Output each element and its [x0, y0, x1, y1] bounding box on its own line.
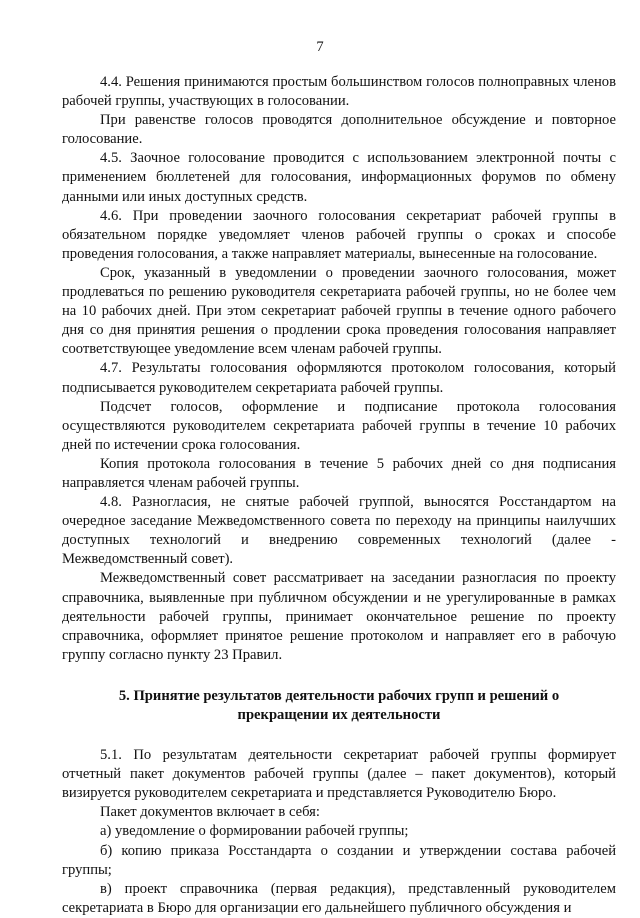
list-item-a: а) уведомление о формировании рабочей группы;: [100, 823, 409, 840]
paragraph-4-4: 4.4. Решения принимаются простым большинством голосов полноправных членов рабочей группы, участвующих в голосовании.: [62, 74, 616, 110]
paragraph-4-7: 4.7. Результаты голосования оформляются протоколом голосования, который подписывается руководителем секретариата рабочей группы.: [62, 360, 616, 396]
paragraph-4-5: 4.5. Заочное голосование проводится с использованием электронной почты с применением бюллетеней для голосования, информационных форумов по обмену данными или иных доступных средств.: [62, 150, 616, 205]
page-number: 7: [316, 39, 324, 55]
paragraph-package-intro: Пакет документов включает в себя:: [100, 804, 320, 821]
paragraph-council-review: Межведомственный совет рассматривает на заседании разногласия по проекту справочника, выявленные при публичном обсуждении и не урегулированные в рамках деятельности рабочей группы, принимает окончательное решение по проекту справочника, оформляет принятое решение протоколом и направляет его в рабочую группу согласно пункту 23 Правил.: [62, 570, 616, 663]
paragraph-4-6: 4.6. При проведении заочного голосования секретариат рабочей группы в обязательном порядке уведомляет членов рабочей группы о сроках и способе проведения голосования, а также направляет материалы, вынесенные на голосование.: [62, 207, 616, 262]
list-item-b: б) копию приказа Росстандарта о создании и утверждении состава рабочей группы;: [62, 842, 616, 878]
paragraph-deadline-extension: Срок, указанный в уведомлении о проведении заочного голосования, может продлеваться по решению руководителя секретариата рабочей группы, но не более чем на 10 рабочих дней. При этом секретариат рабочей группы в течение одного рабочего дня со дня принятия решения о продлении срока проведения голосования направляет соответствующее уведомление всем членам рабочей группы.: [62, 264, 616, 358]
paragraph-5-1: 5.1. По результатам деятельности секретариат рабочей группы формирует отчетный пакет документов рабочей группы (далее – пакет документов), который визируется руководителем секретариата и представляется Руководителю Бюро.: [62, 747, 616, 802]
paragraph-vote-count: Подсчет голосов, оформление и подписание протокола голосования осуществляются руководителем секретариата рабочей группы в течение 10 рабочих дней по истечении срока голосования.: [62, 398, 616, 453]
document-body: [62, 73, 616, 918]
section-heading: 5. Принятие результатов деятельности рабочих групп и решений о прекращении их деятельности: [118, 687, 560, 723]
paragraph-tie-vote: При равенстве голосов проводятся дополнительное обсуждение и повторное голосование.: [62, 112, 616, 148]
paragraph-4-8: 4.8. Разногласия, не снятые рабочей группой, выносятся Росстандартом на очередное заседание Межведомственного совета по переходу на принципы наилучших доступных технологий и внедрению современных технологий (далее - Межведомственный совет).: [62, 494, 616, 568]
list-item-c: в) проект справочника (первая редакция), представленный руководителем секретариата в Бюро для организации его дальнейшего публичного обсуждения и: [62, 880, 616, 916]
paragraph-protocol-copy: Копия протокола голосования в течение 5 рабочих дней со дня подписания направляется членам рабочей группы.: [62, 455, 616, 491]
